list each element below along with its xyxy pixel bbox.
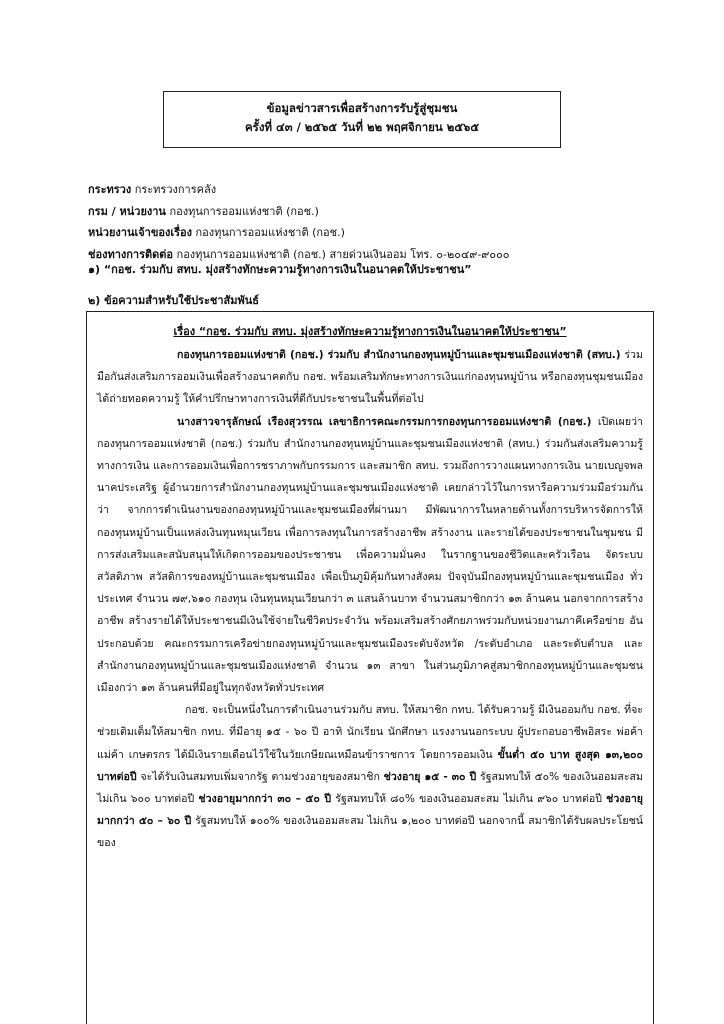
header-title: ข้อมูลข่าวสารเพื่อสร้างการรับรู้สู่ชุมชน (266, 101, 458, 115)
meta-contact-value: กองทุนการออมแห่งชาติ (กอช.) สายด่วนเงินออม โทร. ๐-๒๐๔๙-๙๐๐๐ (176, 247, 510, 261)
meta-contact-label: ช่องทางการติดต่อ (88, 247, 174, 261)
meta-dept-label: กรม / หน่วยงาน (88, 204, 166, 218)
meta-ministry-label: กระทรวง (88, 183, 132, 196)
p3-b2: ช่วงอายุ ๑๕ - ๓๐ ปี (383, 770, 477, 783)
p3-d: รัฐสมทบให้ ๕๐% ของเงินออมสะสม ไม่เกิน ๖๐๐ บาทต่อปี (97, 770, 643, 806)
meta-block (88, 179, 648, 265)
p3-a: กอช. จะเป็นหนึ่งในการดำเนินงานร่วมกับ สทบ. ให้สมาชิก กทบ. ได้รับความรู้ มีเงินออมกับ กอช. ที่จะช่วยเติมเต็มให้สมาชิก กทบ. ที่มีอายุ ๑๕ - ๖๐ ปี อาทิ นักเรียน นักศึกษา แรงงานนอกระบบ ผู้ประกอบอาชีพอิสระ พ่อค้า แม่ค้า เกษตรกร ได้มีเงินรายเดือนไว้ใช้ในวัยเกษียณเหมือนข้าราชการ โดยการออมเงิน (97, 704, 643, 761)
p3-f: รัฐสมทบให้ ๑๐๐% ของเงินออมสะสม ไม่เกิน ๑,๒๐๐ บาทต่อปี นอกจากนี้ สมาชิกได้รับผลประโยชน์ของ (97, 815, 643, 850)
p2-bold: นางสาวจารุลักษณ์ เรืองสุวรรณ เลขาธิการคณะกรรมการกองทุนการออมแห่งชาติ (กอช.) (177, 415, 592, 428)
story-paragraph-2 (97, 411, 643, 700)
section-1-heading: ๑) “กอช. ร่วมกับ สทบ. มุ่งสร้างทักษะความรู้ทางการเงินในอนาคตให้ประชาชน” (88, 263, 472, 276)
p1-bold: กองทุนการออมแห่งชาติ (กอช.) ร่วมกับ สำนักงานกองทุนหมู่บ้านและชุมชนเมืองแห่งชาติ (สทบ.) (177, 349, 621, 361)
press-release-box (86, 311, 654, 1024)
story-title: เรื่อง “กอช. ร่วมกับ สทบ. มุ่งสร้างทักษะความรู้ทางการเงินในอนาคตให้ประชาชน” (173, 325, 567, 338)
meta-owner (88, 222, 648, 244)
p2-text: เปิดเผยว่า กองทุนการออมแห่งชาติ (กอช.) ร่วมกับ สำนักงานกองทุนหมู่บ้านและชุมชนเมืองแห่งชาติ (สทบ.) ร่วมกันส่งเสริมความรู้ทางการเงิน และการออมเงินเพื่อการชราภาพกับกรรมการ และสมาชิก สทบ. รวมถึงการวางแผนทางการเงิน นายเบญจพล นาคประเสริฐ ผู้อำนวยการสำนักงานกองทุนหมู่บ้านและชุมชนเมืองแห่งชาติ เคยกล่าวไว้ในการหารือความร่วมมือร่วมกันว่า จากการดำเนินงานของกองทุนหมู่บ้านและชุมชนเมืองที่ผ่านมา มีพัฒนาการในหลายด้านทั้งการบริหารจัดการให้กองทุนหมู่บ้านเป็นแหล่งเงินทุนหมุนเวียน เพื่อการลงทุนในการสร้างอาชีพ สร้างงาน และรายได้ของประชาชนในชุมชน มีการส่งเสริมและสนับสนุนให้เกิดการออมของประชาชน เพื่อความมั่นคง ในรากฐานของชีวิตและครัวเรือน จัดระบบสวัสดิภาพ สวัสดิการของหมู่บ้านและชุมชนเมือง เพื่อเป็นภูมิคุ้มกันทางสังคม ปัจจุบันมีกองทุนหมู่บ้านและชุมชนเมือง ทั่วประเทศ จำนวน ๗๙,๖๑๐ กองทุน เงินทุนหมุนเวียนกว่า ๓ แสนล้านบาท จำนวนสมาชิกกว่า ๑๓ ล้านคน นอกจากการสร้างอาชีพ สร้างรายได้ให้ประชาชนมีเงินใช้จ่ายในชีวิตประจำวัน พร้อมเสริมสร้างศักยภาพร่วมกับหน่วยงานภาคีเครือข่าย อันประกอบด้วย คณะกรรมการเครือข่ายกองทุนหมู่บ้านและชุมชนเมืองระดับจังหวัด /ระดับอำเภอ และระดับตำบล และสำนักงานกองทุนหมู่บ้านและชุมชนเมืองแห่งชาติ จำนวน ๑๓ สาขา ในส่วนภูมิภาคสู่สมาชิกกองทุนหมู่บ้านและชุมชนเมืองกว่า ๑๓ ล้านคนที่มีอยู่ในทุกจังหวัดทั่วประเทศ (97, 415, 643, 695)
p3-b1: ขั้นต่ำ ๕๐ บาท สูงสุด ๑๓,๒๐๐ บาทต่อปี (97, 748, 643, 783)
meta-department (88, 201, 648, 223)
meta-ministry-value: กระทรวงการคลัง (134, 183, 217, 196)
header-box (163, 91, 561, 148)
p3-c: จะได้รับเงินสมทบเพิ่มจากรัฐ ตามช่วงอายุของสมาชิก (136, 770, 384, 783)
p3-b4: ช่วงอายุมากกว่า ๕๐ – ๖๐ ปี (97, 793, 643, 828)
section-2-heading: ๒) ข้อความสำหรับใช้ประชาสัมพันธ์ (88, 294, 259, 307)
meta-dept-value: กองทุนการออมแห่งชาติ (กอช.) (169, 204, 319, 218)
story-paragraph-1 (97, 344, 643, 411)
p3-b3: ช่วงอายุมากกว่า ๓๐ – ๕๐ ปี (198, 793, 332, 806)
header-issue: ครั้งที่ ๔๓ / ๒๕๖๕ วันที่ ๒๒ พฤศจิกายน ๒๕๖๕ (244, 120, 480, 134)
meta-owner-value: กองทุนการออมแห่งชาติ (กอช.) (195, 226, 345, 239)
p3-e: รัฐสมทบให้ ๘๐% ของเงินออมสะสม ไม่เกิน ๙๖๐ บาทต่อปี (331, 793, 607, 806)
meta-ministry (88, 179, 648, 201)
p1-text: ร่วมมือกันส่งเสริมการออมเงินเพื่อสร้างอนาคตกับ กอช. พร้อมเสริมทักษะทางการเงินแก่กองทุนหมู่บ้าน หรือกองทุนชุมชนเมือง ได้ถ่ายทอดความรู้ ให้คำปรึกษาทางการเงินที่ดีกับประชาชนในพื้นที่ต่อไป (97, 349, 643, 406)
meta-owner-label: หน่วยงานเจ้าของเรื่อง (88, 226, 192, 239)
story-paragraph-3 (97, 699, 643, 854)
